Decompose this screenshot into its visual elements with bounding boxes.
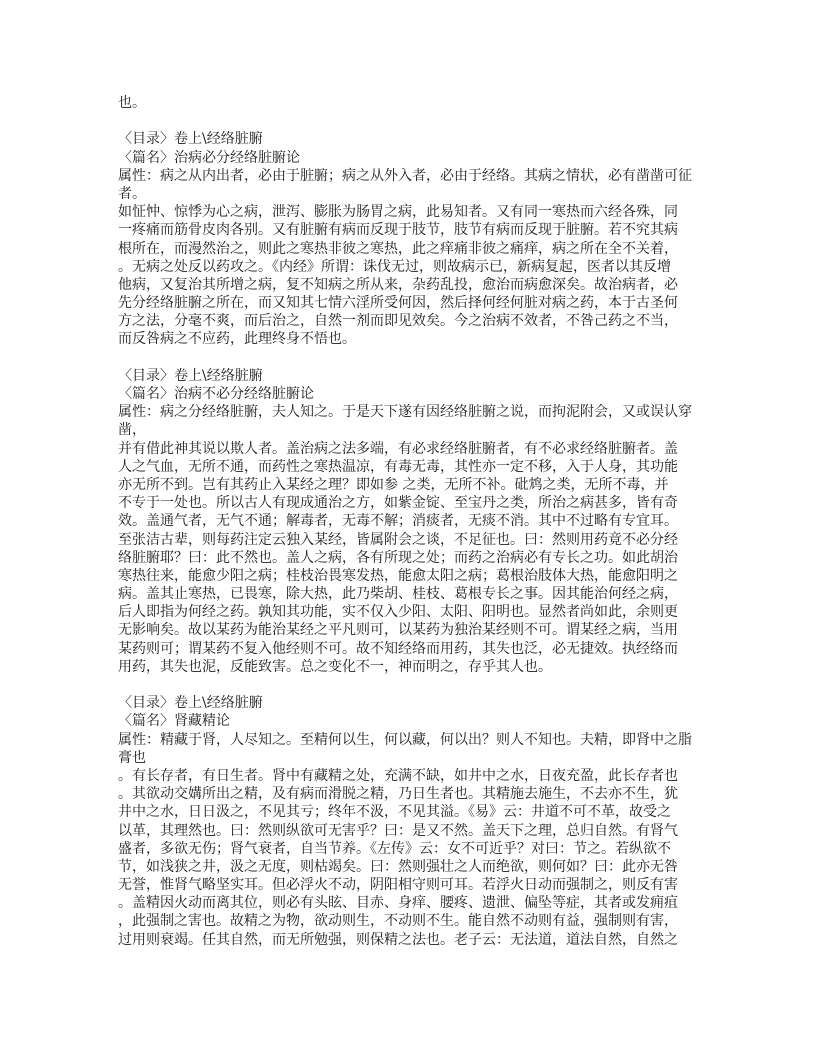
attribute-line: 属性：病之从内出者，必由于脏腑；病之从外入者，必由于经络。其病之情状，必有凿凿可征 — [118, 167, 692, 184]
text-line: 。盖精因火动而离其位，则必有头眩、目赤、身痒、腰疼、遗泄、偏坠等症，其者或发痈疽 — [118, 895, 678, 912]
text-line: 无影响矣。故以某药为能治某经之平凡则可，以某药为独治某经则不可。谓某经之病，当用 — [118, 622, 678, 639]
text-line: 过用则衰竭。任其自然，而无所勉强，则保精之法也。老子云：无法道，道法自然，自然之 — [118, 931, 678, 948]
text-line: 而反咎病之不应药，此理终身不悟也。 — [118, 331, 356, 348]
text-line: 无誉，惟肾气略坚实耳。但必浮火不动，阴阳相守则可耳。若浮火日动而强制之，则反有害 — [118, 877, 678, 894]
text-line: 人之气血，无所不通，而药性之寒热温凉，有毒无毒，其性亦一定不移，入于人身，其功能 — [118, 458, 678, 475]
text-line: 盛者，多欲无伤；肾气衰者，自当节养。《左传》云：女不可近乎？对曰：节之。若纵欲不 — [118, 840, 671, 857]
attribute-line: 属性：精藏于肾，人尽知之。至精何以生，何以藏，何以出？则人不知也。夫精，即肾中之脂 — [118, 731, 692, 748]
text-line: 者。 — [118, 185, 146, 202]
text-line: 不专于一处也。所以古人有现成通治之方，如紫金锭、至宝丹之类，所治之病甚多，皆有奇 — [118, 495, 678, 512]
text-line: 一疼痛而筋骨皮肉各别。又有脏腑有病而反现于肢节，肢节有病而反现于脏腑。若不究其病 — [118, 222, 678, 239]
text-line: 膏也 — [118, 749, 146, 766]
text-line: 后人即指为何经之药。孰知其功能，实不仅入少阳、太阳、阳明也。显然者尚如此，余则更 — [118, 604, 678, 621]
text-line: 方之法，分毫不爽，而后治之，自然一剂而即见效矣。今之治病不效者，不咎己药之不当， — [118, 313, 678, 330]
blank-line — [118, 676, 692, 694]
text-line: 效。盖通气者，无气不通；解毒者，无毒不解；消痰者，无痰不消。其中不过略有专宜耳。 — [118, 513, 678, 530]
text-line: 他病，又复治其所增之病，复不知病之所从来，杂药乱投，愈治而病愈深矣。故治病者，必 — [118, 276, 678, 293]
text-line: 并有借此神其说以欺人者。盖治病之法多端，有必求经络脏腑者，有不必求经络脏腑者。盖 — [118, 440, 678, 457]
article-title: 〈篇名〉肾藏精论 — [118, 713, 230, 730]
text-line: 。其欲动交媾所出之精，及有病而滑脱之精，乃日生者也。其精施去施生，不去亦不生，犹 — [118, 786, 678, 803]
blank-line — [118, 349, 692, 367]
catalog-heading: 〈目录〉卷上\经络脏腑 — [118, 131, 263, 148]
text-line: 节，如浅狭之井，汲之无度，则枯竭矣。曰：然则强壮之人而绝欲，则何如？曰：此亦无咎 — [118, 858, 678, 875]
text-line: ，此强制之害也。故精之为物，欲动则生，不动则不生。能自然不动则有益，强制则有害， — [118, 913, 678, 930]
text-line: 寒热往来，能愈少阳之病；桂枝治畏寒发热，能愈太阳之病；葛根治肢体大热，能愈阳明之 — [118, 567, 678, 584]
catalog-heading: 〈目录〉卷上\经络脏腑 — [118, 695, 263, 712]
catalog-heading: 〈目录〉卷上\经络脏腑 — [118, 367, 263, 384]
text-line: 某药则可；谓某药不复入他经则不可。故不知经络而用药，其失也泛，必无捷效。执经络而 — [118, 640, 678, 657]
text-line: 亦无所不到。岂有其药止入某经之理？即如参 之类，无所不补。砒鸩之类，无所不毒，并 — [118, 476, 669, 493]
text-line: 根所在，而漫然治之，则此之寒热非彼之寒热，此之痒痛非彼之痛痒，病之所在全不关着， — [118, 240, 678, 257]
text-line: 用药，其失也泥，反能致害。总之变化不一，神而明之，存乎其人也。 — [118, 658, 552, 675]
text-line: 。无病之处反以药攻之。《内经》所谓：诛伐无过，则故病示已，新病复起，医者以其反增 — [118, 258, 671, 275]
text-line: 井中之水，日日汲之，不见其亏；终年不汲，不见其溢。《易》云：井道不可不革，故受之 — [118, 804, 671, 821]
document-body — [118, 94, 692, 949]
article-title: 〈篇名〉治病必分经络脏腑论 — [118, 149, 300, 166]
text-line: 络脏腑耶？曰：此不然也。盖人之病，各有所现之处；而药之治病必有专长之功。如此胡治 — [118, 549, 678, 566]
attribute-line: 属性：病之分经络脏腑，夫人知之。于是天下遂有因经络脏腑之说，而拘泥附会，又或误认穿 — [118, 404, 692, 421]
text-line: 凿， — [118, 422, 146, 439]
text-line: 也。 — [118, 95, 146, 111]
article-title: 〈篇名〉治病不必分经络脏腑论 — [118, 386, 314, 402]
text-line: 至张洁古辈，则每药注定云独入某经，皆属附会之谈，不足征也。曰：然则用药竟不必分经 — [118, 531, 678, 548]
text-line: 如怔忡、惊悸为心之病，泄泻、膨胀为肠胃之病，此易知者。又有同一寒热而六经各殊，同 — [118, 204, 678, 221]
text-line: 先分经络脏腑之所在，而又知其七情六淫所受何因，然后择何经何脏对病之药，本于古圣何 — [118, 295, 678, 312]
text-line: 病。盖其止寒热，已畏寒，除大热，此乃柴胡、桂枝、葛根专长之事。因其能治何经之病， — [118, 586, 678, 603]
text-line: 。有长存者，有日生者。肾中有藏精之处，充满不缺，如井中之水，日夜充盈，此长存者也 — [118, 767, 678, 784]
blank-line — [118, 112, 692, 130]
text-line: 以革，其理然也。曰：然则纵欲可无害乎？曰：是又不然。盖天下之理，总归自然。有肾气 — [118, 822, 678, 839]
